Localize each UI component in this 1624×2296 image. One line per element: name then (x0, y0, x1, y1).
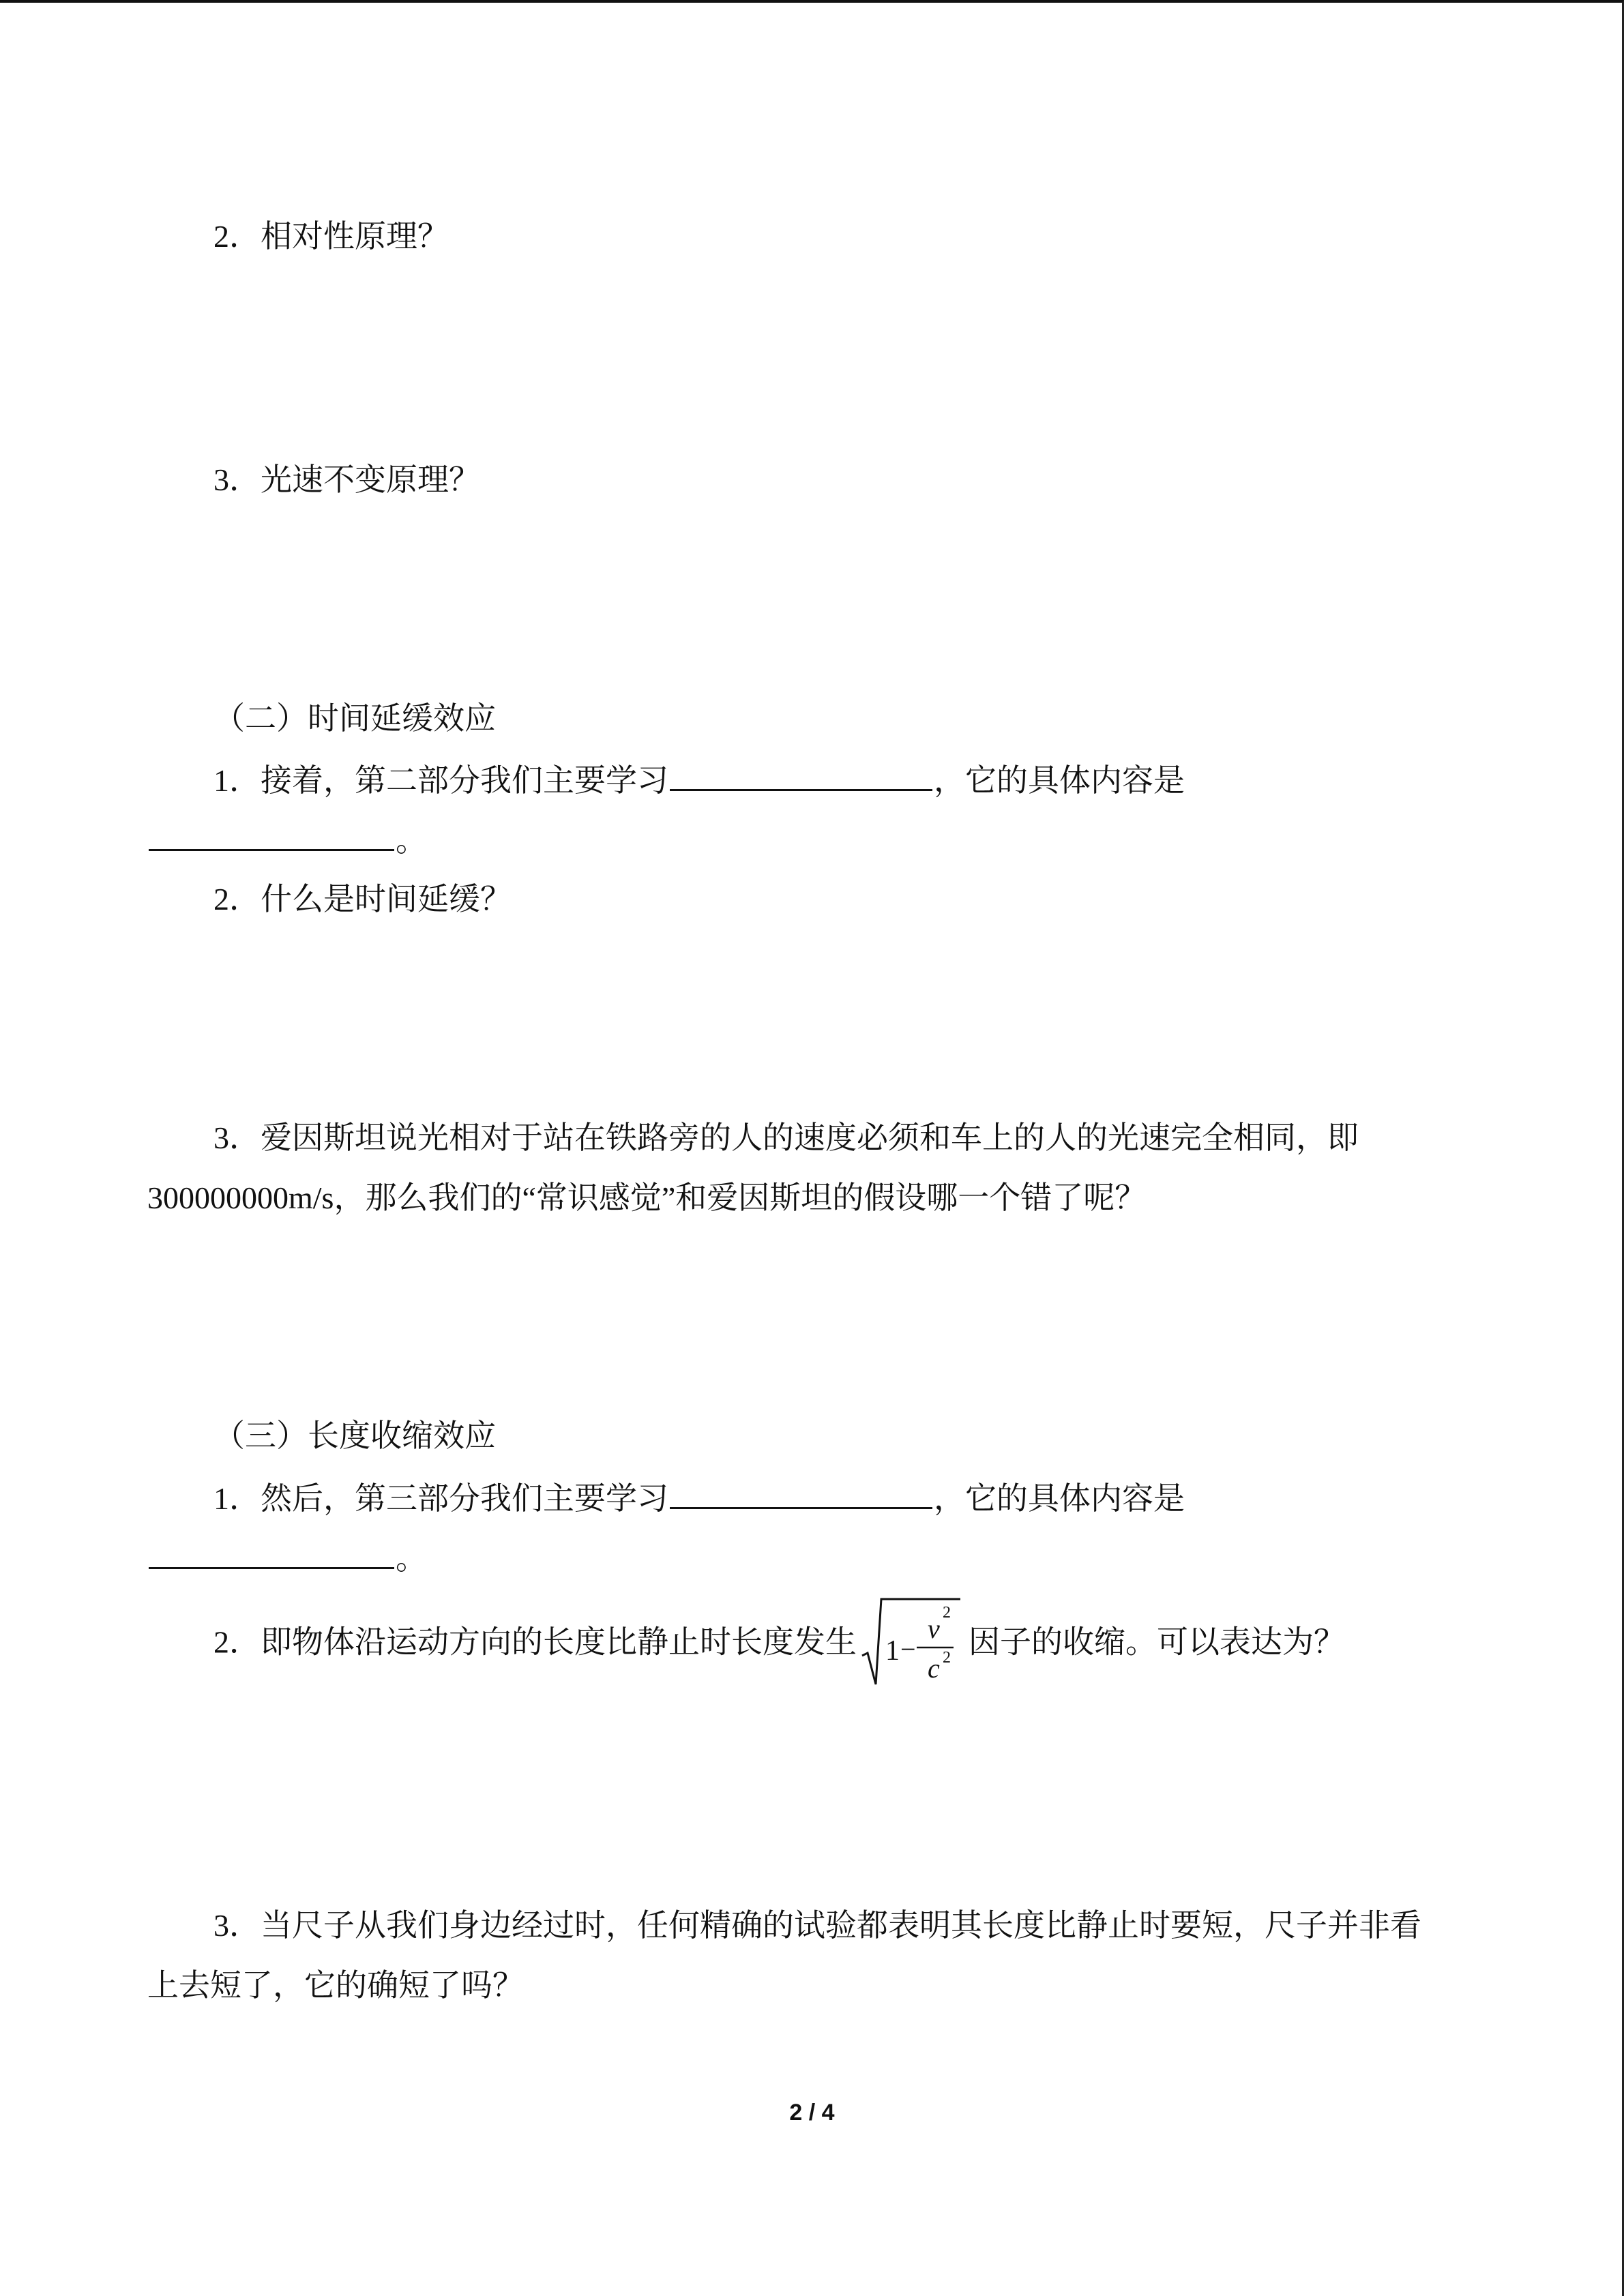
item1-prefix-text: 1．然后，第三部分我们主要学习 (213, 1481, 668, 1516)
fill-blank-content[interactable] (149, 818, 394, 851)
ruler-question-line1: 3．当尺子从我们身边经过时，任何精确的试验都表明其长度比静止时要短，尺子并非看 (213, 1908, 1421, 1943)
item1-middle-text: ，它的具体内容是 (934, 763, 1185, 798)
item2-prefix-text: 2．即物体沿运动方向的长度比静止时长度发生 (213, 1624, 857, 1660)
fill-blank-content[interactable] (149, 1536, 394, 1569)
question-relativity-principle: 2．相对性原理？ (213, 219, 449, 254)
svg-text:1: 1 (885, 1635, 900, 1667)
fill-blank-topic[interactable] (670, 1476, 932, 1509)
svg-text:c: c (928, 1653, 940, 1684)
length-contraction-item1-line2 (147, 1536, 427, 1579)
page-number: 2 / 4 (789, 2100, 835, 2126)
einstein-question-line1: 3．爱因斯坦说光相对于站在铁路旁的人的速度必须和车上的人的光速完全相同，即 (213, 1120, 1359, 1155)
section-heading-length-contraction: （三）长度收缩效应 (213, 1418, 496, 1453)
svg-text:−: − (900, 1634, 916, 1665)
ruler-question-line2: 上去短了，它的确短了吗？ (147, 1968, 524, 2003)
length-contraction-item2 (213, 1592, 1345, 1690)
einstein-question-line2: 300000000m/s，那么我们的“常识感觉”和爱因斯坦的假设哪一个错了呢？ (147, 1180, 1147, 1215)
question-what-is-time-dilation: 2．什么是时间延缓？ (213, 882, 512, 916)
length-contraction-item1-line1 (213, 1476, 1185, 1519)
svg-text:v: v (928, 1613, 940, 1645)
fill-blank-topic[interactable] (670, 758, 932, 791)
item1-suffix-text: 。 (396, 823, 427, 858)
time-dilation-item1-line1 (213, 758, 1185, 801)
square-root-icon (861, 1594, 962, 1690)
item2-suffix-text: 因子的收缩。可以表达为？ (969, 1624, 1345, 1660)
svg-text:2: 2 (943, 1649, 951, 1667)
section-heading-time-dilation: （二）时间延缓效应 (213, 701, 496, 736)
svg-text:2: 2 (943, 1604, 951, 1622)
question-light-speed-principle: 3．光速不变原理？ (213, 462, 480, 497)
item1-prefix-text: 1．接着，第二部分我们主要学习 (213, 763, 668, 798)
item1-suffix-text: 。 (396, 1541, 427, 1576)
item1-middle-text: ，它的具体内容是 (934, 1481, 1185, 1516)
time-dilation-item1-line2 (147, 818, 427, 861)
lorentz-factor-formula (861, 1594, 962, 1690)
